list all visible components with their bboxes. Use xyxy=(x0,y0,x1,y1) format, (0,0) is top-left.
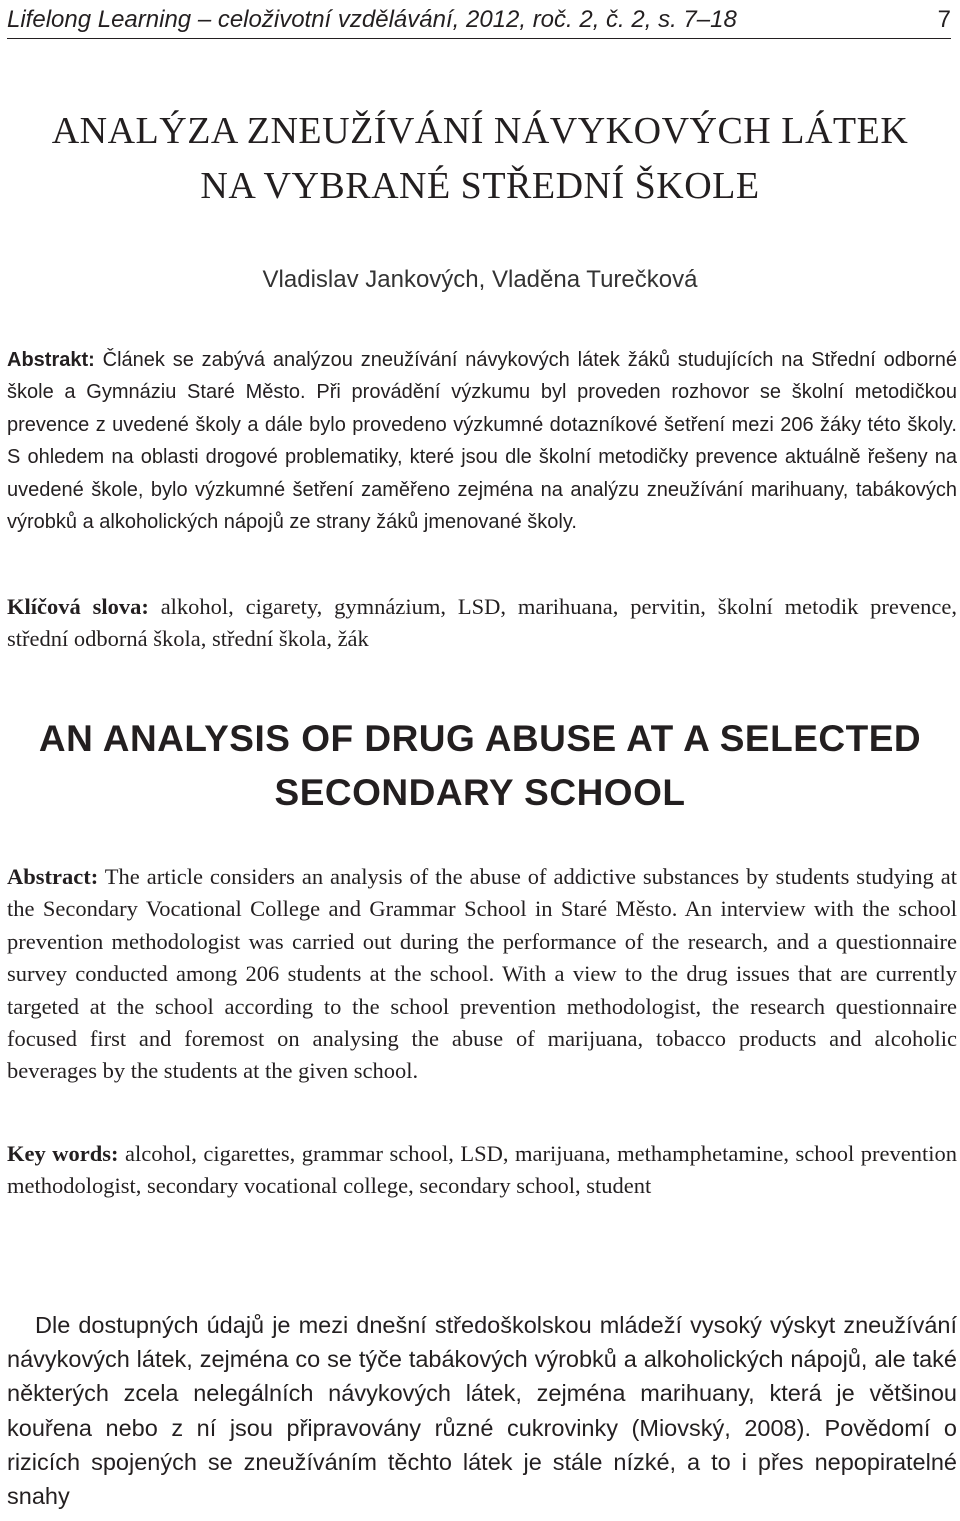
running-header xyxy=(7,2,951,39)
english-abstract-text: The article considers an analysis of the abuse of addictive substances by students studying at the Secondary Vocational College and Grammar School in Staré Město. An interview with the school prevention methodologist was carried out during the performance of the research, and a questionnaire survey conducted among 206 students at the school. With a view to the drug issues that are currently targeted at the school according to the school prevention methodologist, the research questionnaire focused first and foremost on analysing the abuse of marijuana, tobacco products and alcoholic beverages by the students at the given school. xyxy=(7,864,957,1084)
body-paragraph: Dle dostupných údajů je mezi dnešní středoškolskou mládeží vysoký výskyt zneužívání návykových látek, zejména co se týče tabákových výrobků a alkoholických nápojů, ale také některých zcela nelegálních návykových látek, zejména marihuany, která je většinou kouřena nebo z ní jsou připravovány různé cukrovinky (Miovský, 2008). Povědomí o rizicích spojených se zneužíváním těchto látek je stále nízké, a to i přes nepopiratelné snahy xyxy=(7,1312,957,1510)
czech-abstract xyxy=(7,344,957,538)
english-title-line-1: AN ANALYSIS OF DRUG ABUSE AT A SELECTED xyxy=(38,718,922,759)
czech-title xyxy=(0,104,960,214)
czech-keywords-label: Klíčová slova: xyxy=(7,594,149,619)
czech-abstract-label: Abstrakt: xyxy=(7,349,95,371)
english-keywords-text: alcohol, cigarettes, grammar school, LSD, marijuana, methamphetamine, school prevention methodologist, secondary vocational college, secondary school, student xyxy=(7,1141,957,1199)
english-keywords xyxy=(7,1138,957,1203)
authors: Vladislav Jankových, Vladěna Turečková xyxy=(262,266,698,293)
page-number: 7 xyxy=(937,6,951,33)
czech-keywords-text: alkohol, cigarety, gymnázium, LSD, marihuana, pervitin, školní metodik prevence, střední odborná škola, střední škola, žák xyxy=(7,594,957,652)
english-abstract-label: Abstract: xyxy=(7,864,99,889)
english-title xyxy=(0,712,960,820)
english-abstract xyxy=(7,861,957,1088)
czech-keywords xyxy=(7,591,957,656)
czech-title-line-2: NA VYBRANÉ STŘEDNÍ ŠKOLE xyxy=(200,165,760,207)
english-keywords-label: Key words: xyxy=(7,1141,119,1166)
czech-title-line-1: ANALÝZA ZNEUŽÍVÁNÍ NÁVYKOVÝCH LÁTEK xyxy=(51,110,909,152)
english-title-line-2: SECONDARY SCHOOL xyxy=(274,772,686,813)
czech-abstract-text: Článek se zabývá analýzou zneužívání návykových látek žáků studujících na Střední odborné škole a Gymnáziu Staré Město. Při provádění výzkumu byl proveden rozhovor se školní metodičkou prevence z uvedené školy a dále bylo provedeno výzkumné dotazníkové šetření mezi 206 žáky této školy. S ohledem na oblasti drogové problematiky, které jsou dle školní metodičky prevence aktuálně řešeny na uvedené škole, bylo výzkumné šetření zaměřeno zejména na analýzu zneužívání marihuany, tabákových výrobků a alkoholických nápojů ze strany žáků jmenované školy. xyxy=(7,349,957,534)
journal-citation: Lifelong Learning – celoživotní vzdělávání, 2012, roč. 2, č. 2, s. 7–18 xyxy=(7,6,737,33)
